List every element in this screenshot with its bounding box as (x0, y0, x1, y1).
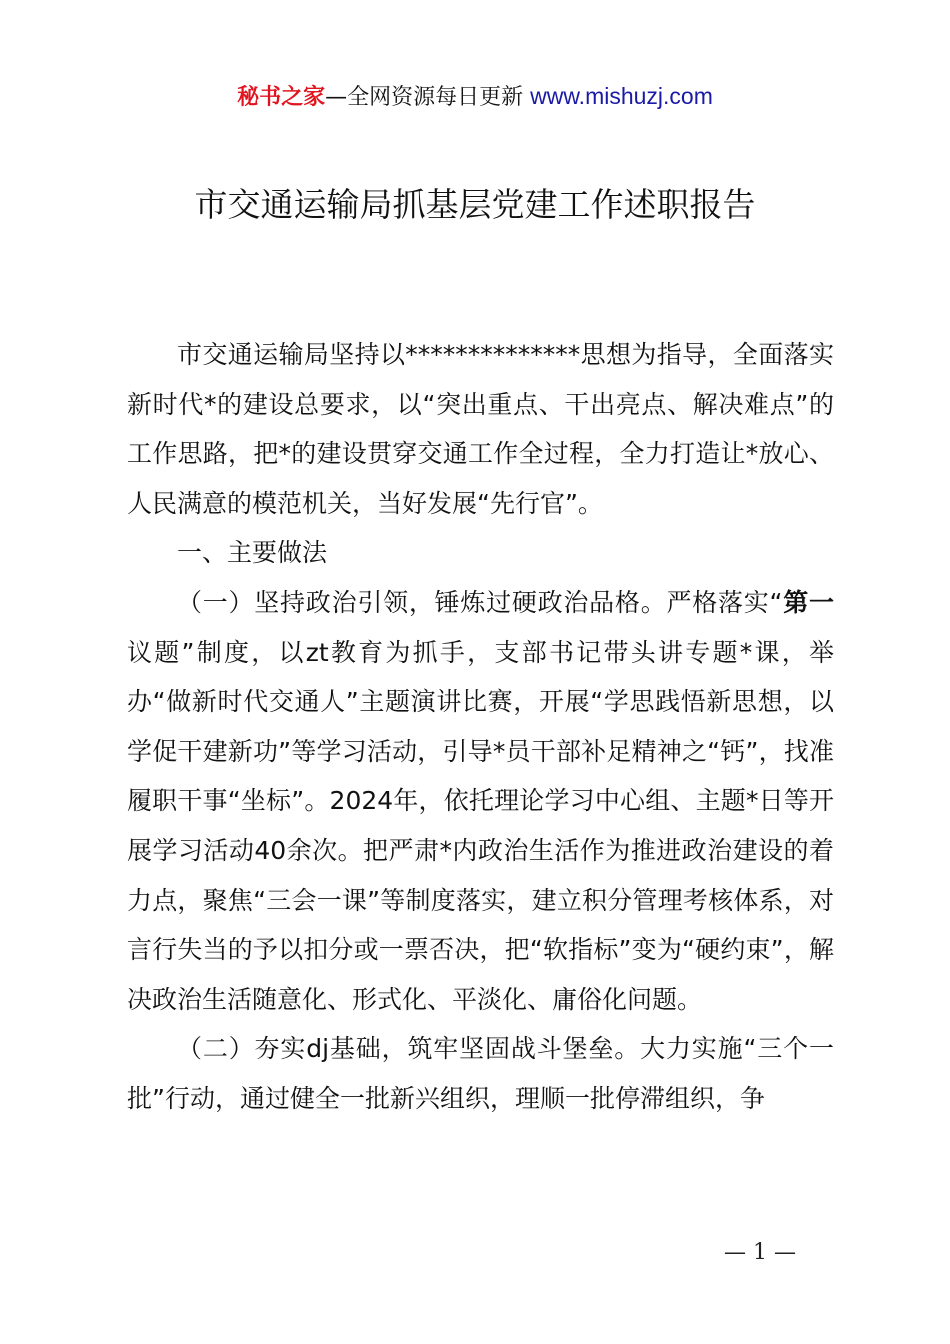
document-body (127, 330, 834, 1124)
site-url-link[interactable]: www.mishuzj.com (530, 83, 713, 109)
paragraph-text-rest: 议题”制度，以zt教育为抓手，支部书记带头讲专题*课，举办“做新时代交通人”主题演讲比赛，开展“学思践悟新思想，以学促干建新功”等学习活动，引导*员干部补足精神之“钙”，找准履职干事“坐标”。2024年，依托理论学习中心组、主题*日等开展学习活动40余次。把严肃*内政治生活作为推进政治建设的着力点，聚焦“三会一课”等制度落实，建立积分管理考核体系，对言行失当的予以扣分或一票否决，把“软指标”变为“硬约束”，解决政治生活随意化、形式化、平淡化、庸俗化问题。 (127, 637, 834, 1014)
site-header (0, 80, 950, 114)
site-brand: 秘书之家 (237, 85, 326, 110)
section-heading-main-practices: 一、主要做法 (177, 538, 328, 568)
paragraph-political-leadership (127, 578, 834, 1024)
paragraph-party-foundation: （二）夯实dj基础，筑牢坚固战斗堡垒。大力实施“三个一批”行动，通过健全一批新兴组织，理顺一批停滞组织，争 (127, 1034, 834, 1113)
site-slogan: —全网资源每日更新 (325, 85, 531, 110)
document-title: 市交通运输局抓基层党建工作述职报告 (194, 185, 756, 224)
bold-emphasis: 第一 (782, 587, 834, 617)
paragraph-text-start: （一）坚持政治引领，锤炼过硬政治品格。严格落实“ (177, 587, 783, 617)
page-number: — 1 — (724, 1240, 796, 1265)
intro-paragraph: 市交通运输局坚持以**************思想为指导，全面落实新时代*的建设总要求，以“突出重点、干出亮点、解决难点”的工作思路，把*的建设贯穿交通工作全过程，全力打造让*放心、人民满意的模范机关，当好发展“先行官”。 (127, 340, 834, 518)
